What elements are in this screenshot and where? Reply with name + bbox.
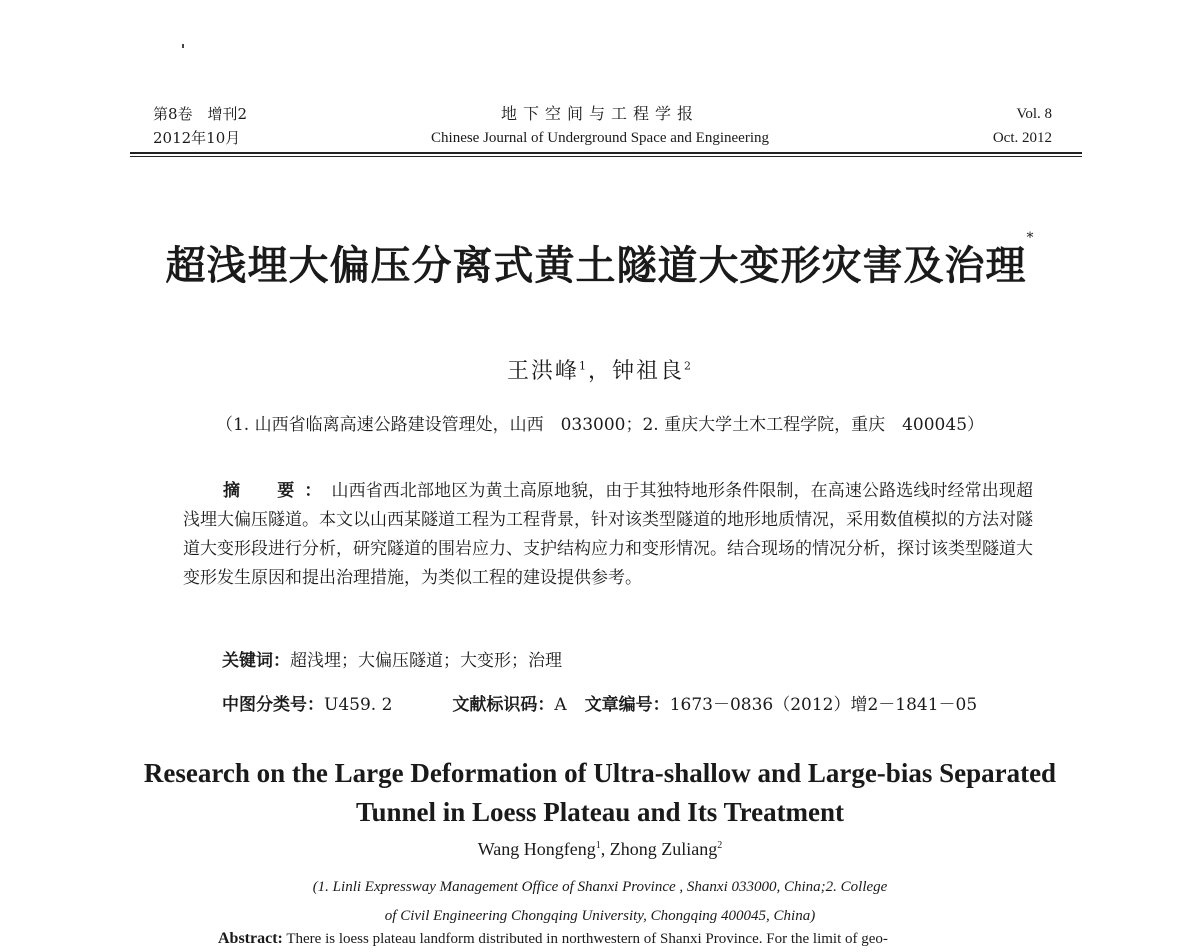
title-en-line2: Tunnel in Loess Plateau and Its Treatment <box>355 797 845 827</box>
header-rule-thin <box>130 156 1082 157</box>
header-vol: Vol. 8 <box>1016 106 1052 122</box>
keywords-label: 关键词： <box>222 651 290 671</box>
author-en-separator: , <box>600 839 610 859</box>
author-1-en-affil: 1 <box>595 840 601 851</box>
abstract-en-label: Abstract: <box>218 930 283 947</box>
author-separator: ， <box>587 359 612 384</box>
keywords-cn <box>222 646 562 671</box>
header-volume-en <box>993 102 1052 150</box>
abstract-en-text: There is loess plateau landform distributed in northwestern of Shanxi Province. For the limit of geo- <box>282 931 888 947</box>
author-2-en-affil: 2 <box>717 840 723 851</box>
author-2-en: Zhong Zuliang <box>609 839 718 859</box>
clc-label: 中图分类号： <box>222 695 324 715</box>
title-en-line1: Research on the Large Deformation of Ultra-shallow and Large-bias Separated <box>143 758 1057 788</box>
author-2-cn: 钟祖良 <box>612 359 685 384</box>
journal-name-en: Chinese Journal of Underground Space and Engineering <box>431 130 769 146</box>
header-month: Oct. 2012 <box>992 130 1052 146</box>
header-date: 2012年10月 <box>153 129 241 147</box>
author-2-affil: 2 <box>684 359 694 373</box>
abstract-cn-text: 山西省西北部地区为黄土高原地貌，由于其独特地形条件限制，在高速公路选线时经常出现超浅埋大偏压隧道。本文以山西某隧道工程为工程背景，针对该类型隧道的地形地质情况，采用数值模拟的方法对隧道大变形段进行分析，研究隧道的围岩应力、支护结构应力和变形情况。结合现场的情况分析，探讨该类型隧道大变形发生原因和提出治理措施，为类似工程的建设提供参考。 <box>183 481 1034 588</box>
title-footnote-mark: * <box>1026 230 1035 246</box>
header-rule-thick <box>130 152 1082 154</box>
authors-cn <box>0 354 1200 385</box>
classification-line <box>222 690 977 715</box>
abstract-cn-label: 摘 要： <box>223 481 332 501</box>
affiliation-en <box>0 873 1200 931</box>
clc-value: U459. 2 <box>324 695 393 715</box>
header-issue-info <box>153 102 247 150</box>
doc-code-value: A <box>554 695 567 715</box>
keywords-text: 超浅埋；大偏压隧道；大变形；治理 <box>290 651 562 671</box>
header-volume: 第8卷 增刊2 <box>153 105 248 123</box>
scan-mark <box>182 44 184 48</box>
author-1-cn: 王洪峰 <box>506 359 579 384</box>
abstract-cn <box>183 477 1033 593</box>
affiliation-en-line2: of Civil Engineering Chongqing University, Chongqing 400045, China) <box>384 908 816 924</box>
authors-en <box>0 839 1200 860</box>
article-number-label: 文章编号： <box>584 695 670 715</box>
journal-name-cn: 地下空间与工程学报 <box>500 104 699 123</box>
doc-code-label: 文献标识码： <box>452 695 555 715</box>
author-1-affil: 1 <box>578 359 588 373</box>
affiliation-cn: （1. 山西省临离高速公路建设管理处，山西 033000；2. 重庆大学土木工程学院，重庆 400045） <box>215 415 985 435</box>
affiliation-en-line1: (1. Linli Expressway Management Office of Shanxi Province , Shanxi 033000, China;2. College <box>312 879 888 895</box>
abstract-en <box>218 930 1098 948</box>
journal-header <box>300 102 900 150</box>
article-number-value: 1673－0836（2012）增2－1841－05 <box>669 695 978 715</box>
title-cn-text: 超浅埋大偏压分离式黄土隧道大变形灾害及治理 <box>165 242 1027 289</box>
paper-title-en <box>60 754 1140 832</box>
paper-title-cn <box>0 230 1200 291</box>
author-1-en: Wang Hongfeng <box>477 839 596 859</box>
